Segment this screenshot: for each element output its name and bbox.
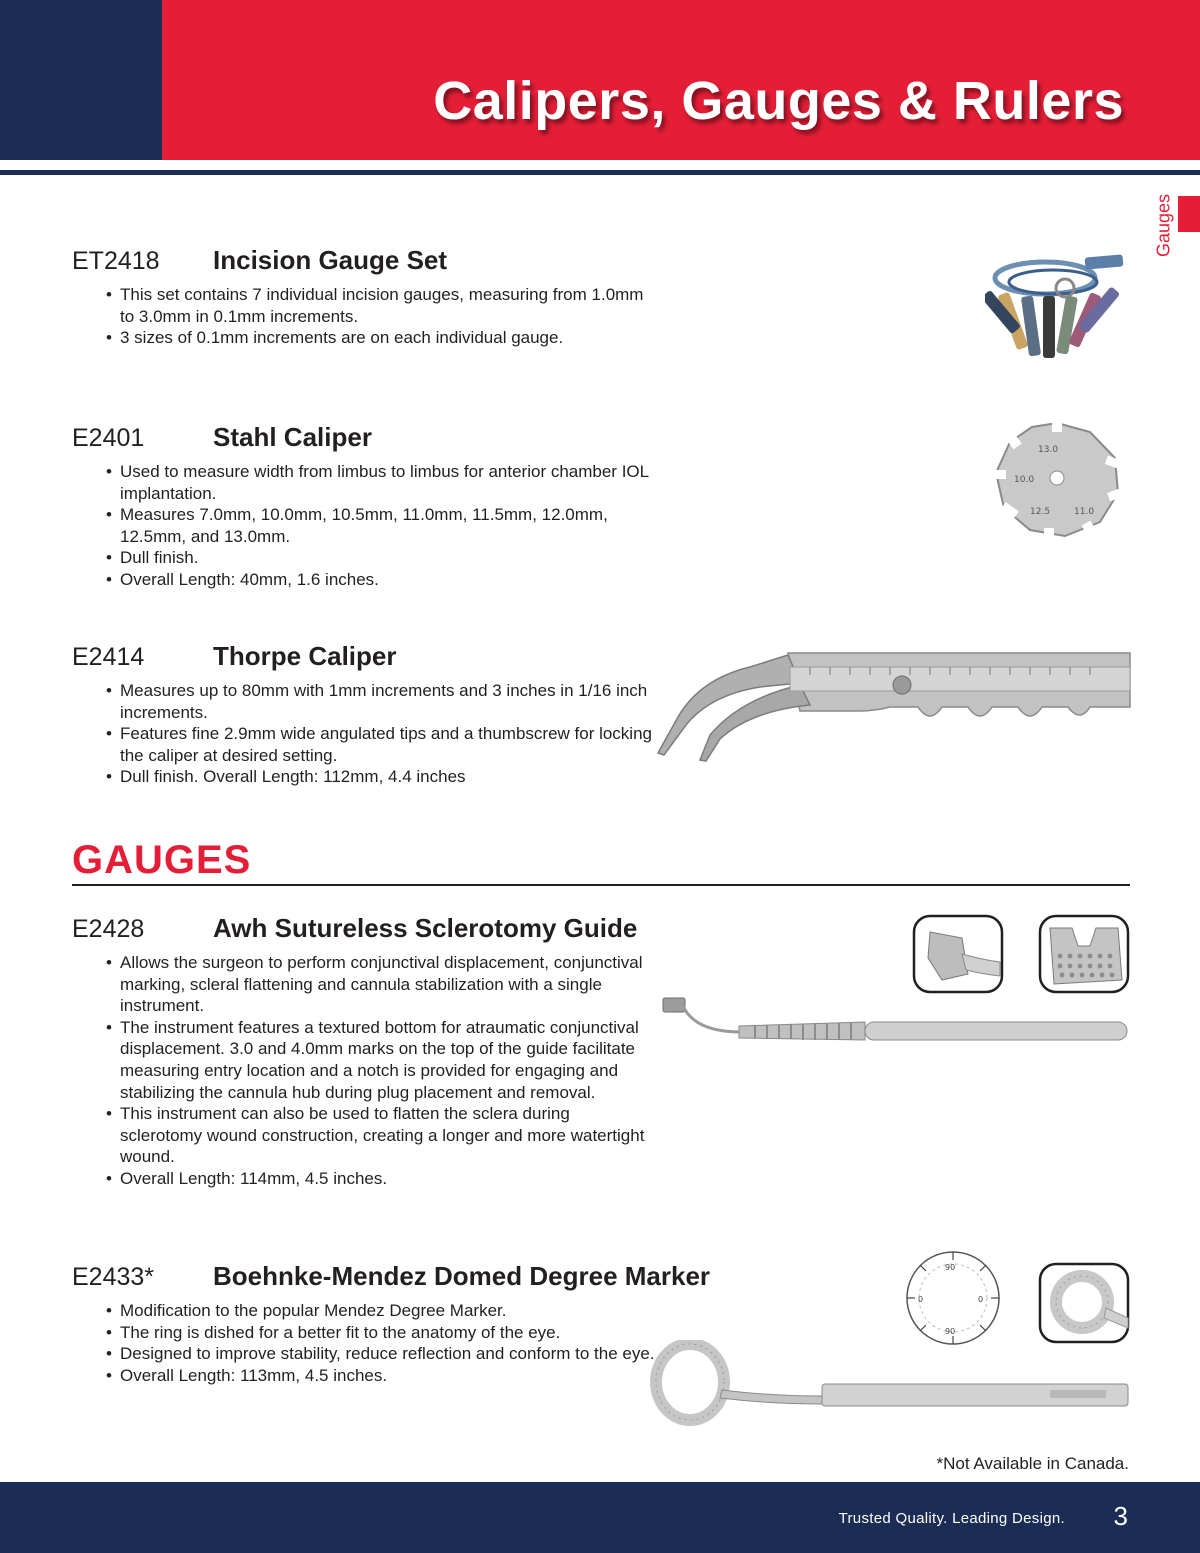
feature-item: • Used to measure width from limbus to limbus for anterior chamber IOL implantation. xyxy=(106,461,662,504)
degree-marker-scale-image xyxy=(898,1248,1008,1348)
sclerotomy-guide-bottom-detail-image xyxy=(1038,914,1130,994)
incision-gauge-set-image xyxy=(985,248,1135,363)
product-heading xyxy=(72,422,792,453)
product-name: Thorpe Caliper xyxy=(213,641,397,671)
thorpe-caliper-image xyxy=(650,645,1135,763)
feature-item: • Overall Length: 114mm, 4.5 inches. xyxy=(106,1168,647,1190)
feature-item: • Designed to improve stability, reduce reflection and conform to the eye. xyxy=(106,1343,672,1365)
section-tab-marker xyxy=(1178,196,1200,232)
product-code: E2414 xyxy=(72,643,145,671)
svg-text:10.0: 10.0 xyxy=(1014,475,1035,485)
svg-text:11.0: 11.0 xyxy=(1074,507,1095,517)
product-code: ET2418 xyxy=(72,247,160,275)
page-footer xyxy=(0,1482,1200,1553)
feature-item: • Measures up to 80mm with 1mm increments and 3 inches in 1/16 inch increments. xyxy=(106,680,662,723)
page-number: 3 xyxy=(1113,1501,1128,1531)
sclerotomy-guide-tip-detail-image xyxy=(912,914,1004,994)
feature-item: • The ring is dished for a better fit to the anatomy of the eye. xyxy=(106,1322,672,1344)
feature-item: • Measures 7.0mm, 10.0mm, 10.5mm, 11.0mm, 11.5mm, 12.0mm, 12.5mm, and 13.0mm. xyxy=(106,504,662,547)
product-heading xyxy=(72,245,792,276)
feature-item: • Features fine 2.9mm wide angulated tips and a thumbscrew for locking the caliper at desired setting. xyxy=(106,723,662,766)
feature-item: • The instrument features a textured bottom for atraumatic conjunctival displacement. 3.0 and 4.0mm marks on the top of the guide facilitate measuring entry location and a notch is provided for engaging and stabilizing the cannula hub during plug placement and removal. xyxy=(106,1017,647,1103)
feature-item: • Dull finish. xyxy=(106,547,662,569)
sclerotomy-guide-image xyxy=(655,992,1133,1052)
product-features xyxy=(72,952,647,1190)
product-name: Incision Gauge Set xyxy=(213,245,448,275)
product-heading xyxy=(72,1261,792,1292)
section-tab-label: Gauges xyxy=(1153,193,1174,258)
feature-item: • This set contains 7 individual incision gauges, measuring from 1.0mm to 3.0mm in 0.1mm increments. xyxy=(106,284,662,327)
degree-marker-ring-detail-image xyxy=(1038,1262,1130,1344)
product-features xyxy=(72,284,662,349)
feature-item: • Overall Length: 113mm, 4.5 inches. xyxy=(106,1365,672,1387)
feature-item: • Modification to the popular Mendez Degree Marker. xyxy=(106,1300,672,1322)
svg-text:12.5: 12.5 xyxy=(1030,507,1051,517)
product-et2418 xyxy=(72,245,792,349)
product-name: Boehnke-Mendez Domed Degree Marker xyxy=(213,1261,711,1291)
product-features xyxy=(72,461,662,591)
footer-tagline: Trusted Quality. Leading Design. xyxy=(838,1510,1065,1527)
feature-item: • This instrument can also be used to flatten the sclera during sclerotomy wound construction, creating a longer and more watertight wound. xyxy=(106,1103,647,1168)
page-title: Calipers, Gauges & Rulers xyxy=(433,71,1124,131)
product-name: Stahl Caliper xyxy=(213,422,372,452)
feature-item: • Allows the surgeon to perform conjunctival displacement, conjunctival marking, scleral flattening and cannula stabilization with a single instrument. xyxy=(106,952,647,1017)
svg-text:90: 90 xyxy=(945,1327,956,1336)
header-navy-block xyxy=(0,0,162,160)
product-name: Awh Sutureless Sclerotomy Guide xyxy=(213,913,638,943)
svg-text:90: 90 xyxy=(945,1263,956,1272)
product-heading xyxy=(72,913,792,944)
product-features xyxy=(72,680,662,788)
product-code: E2433* xyxy=(72,1263,155,1291)
svg-text:0: 0 xyxy=(978,1295,984,1304)
section-heading: GAUGES xyxy=(72,838,252,882)
product-code: E2428 xyxy=(72,915,145,943)
product-e2401 xyxy=(72,422,792,591)
product-features xyxy=(72,1300,672,1386)
feature-item: • 3 sizes of 0.1mm increments are on each individual gauge. xyxy=(106,327,662,349)
feature-item: • Overall Length: 40mm, 1.6 inches. xyxy=(106,569,662,591)
degree-marker-image xyxy=(650,1340,1132,1430)
stahl-caliper-image xyxy=(990,418,1125,543)
svg-text:13.0: 13.0 xyxy=(1038,445,1059,455)
feature-item: • Dull finish. Overall Length: 112mm, 4.4 inches xyxy=(106,766,662,788)
section-divider xyxy=(72,884,1130,886)
header-divider xyxy=(0,170,1200,175)
svg-text:0: 0 xyxy=(918,1295,924,1304)
product-code: E2401 xyxy=(72,424,145,452)
availability-footnote: *Not Available in Canada. xyxy=(936,1454,1129,1473)
